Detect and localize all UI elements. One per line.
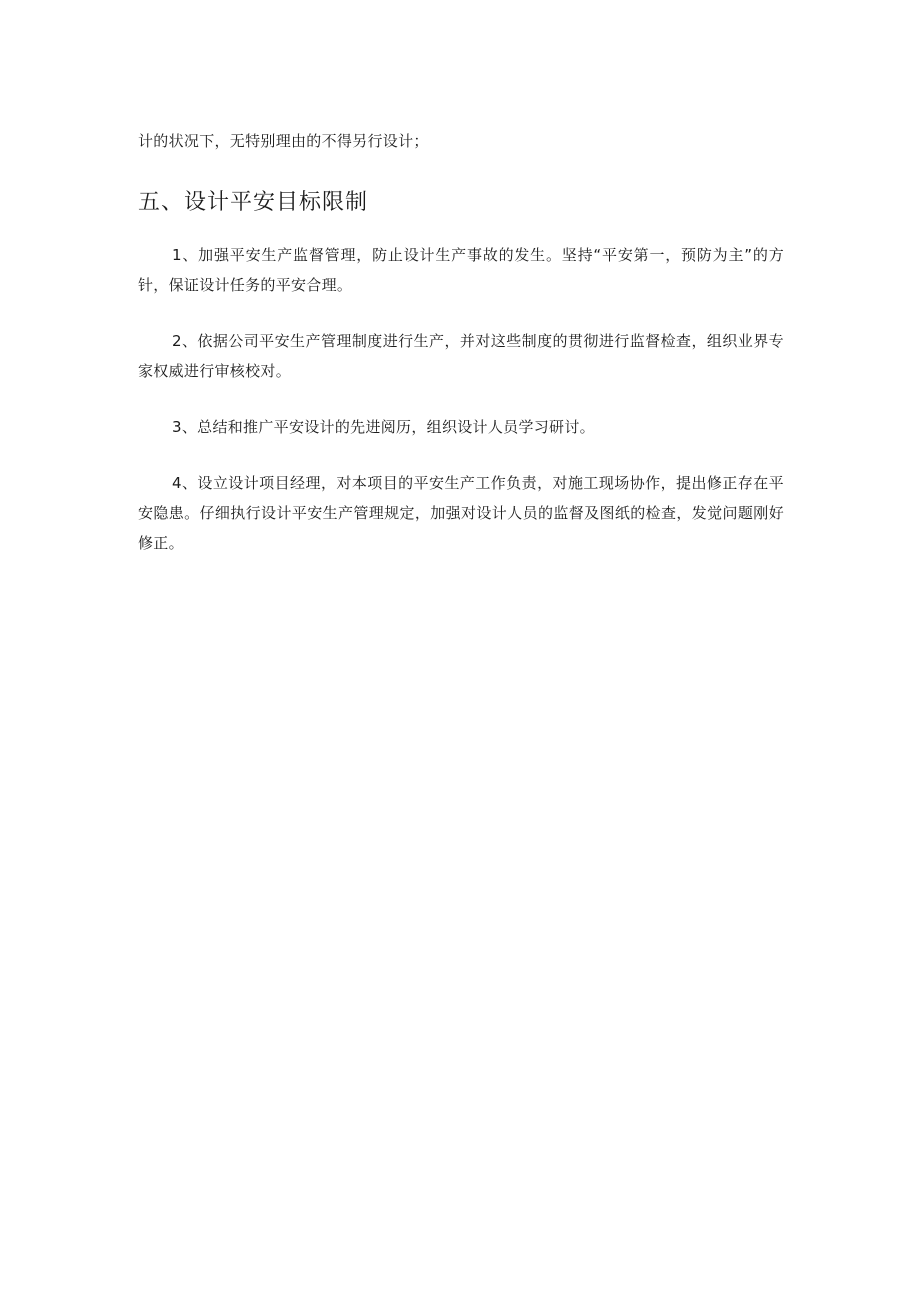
list-item: 1、加强平安生产监督管理，防止设计生产事故的发生。坚持“平安第一，预防为主”的方针，保证设计任务的平安合理。 (138, 246, 784, 294)
continuation-paragraph: 计的状况下，无特别理由的不得另行设计； (138, 132, 429, 150)
section-heading: 五、设计平安目标限制 (138, 190, 369, 215)
list-item: 3、总结和推广平安设计的先进阅历，组织设计人员学习研讨。 (172, 418, 595, 436)
list-item: 4、设立设计项目经理，对本项目的平安生产工作负责，对施工现场协作，提出修正存在平安隐患。仔细执行设计平安生产管理规定，加强对设计人员的监督及图纸的检查，发觉问题刚好修正。 (138, 474, 784, 552)
list-item: 2、依据公司平安生产管理制度进行生产，并对这些制度的贯彻进行监督检查，组织业界专家权威进行审核校对。 (138, 332, 784, 380)
document-body (138, 126, 784, 584)
